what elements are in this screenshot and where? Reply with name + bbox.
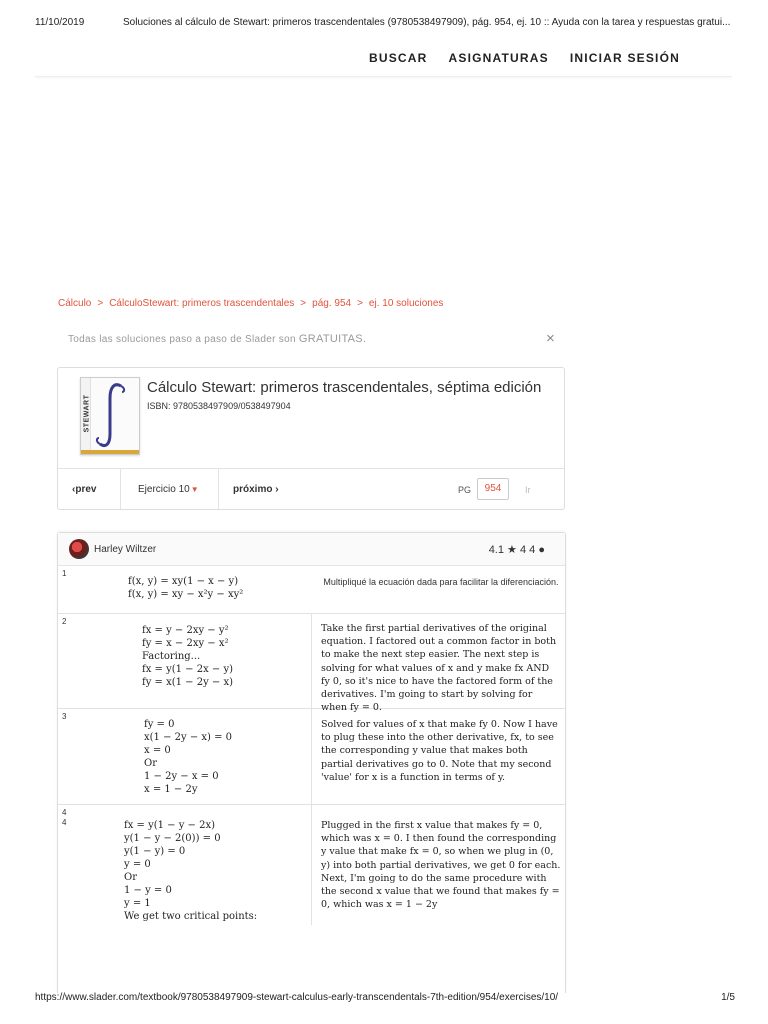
breadcrumb-book[interactable]: CálculoStewart: primeros trascendentales bbox=[109, 298, 295, 309]
free-solutions-banner bbox=[68, 330, 555, 347]
math-line: x = 0 bbox=[144, 745, 171, 756]
math-line: 1 − y = 0 bbox=[124, 885, 172, 896]
prev-button[interactable]: ‹prev bbox=[72, 484, 97, 495]
author-name[interactable]: Harley Wiltzer bbox=[94, 544, 157, 555]
cover-spine-text: STEWART bbox=[83, 394, 91, 433]
step-explanation: Multipliqué la ecuación dada para facilitar la diferenciación. bbox=[323, 577, 559, 587]
nav-search[interactable]: BUSCAR bbox=[368, 51, 428, 65]
nav-login[interactable]: INICIAR SESIÓN bbox=[569, 51, 680, 65]
step-math bbox=[142, 624, 233, 689]
star-icon[interactable]: ★ bbox=[507, 544, 517, 556]
print-footer bbox=[35, 992, 735, 1003]
promo-text: Todas las soluciones paso a paso de Slader son bbox=[68, 334, 296, 345]
book-card bbox=[57, 367, 565, 510]
print-header bbox=[35, 17, 738, 28]
solution-panel bbox=[57, 532, 566, 993]
breadcrumb bbox=[58, 298, 443, 309]
math-line: fx = y(1 − 2x − y) bbox=[142, 664, 234, 675]
step-explanation: Take the first partial derivatives of the original equation. I factored out a common factor in both to make the next step easier. The next step is solving for what values of x and y make fx AND fy 0, so it's nice to have the factored form of the derivatives. I'm going to start by solving for when fy = 0. bbox=[321, 623, 557, 714]
rating-value: 4.1 bbox=[488, 544, 504, 556]
integral-icon bbox=[81, 378, 139, 454]
math-line: y(1 − y) = 0 bbox=[124, 846, 186, 857]
math-line: y(1 − y − 2(0)) = 0 bbox=[124, 833, 221, 844]
page-label: PG bbox=[458, 485, 472, 495]
nav-divider bbox=[218, 469, 219, 509]
step-number: 1 bbox=[62, 569, 67, 578]
column-divider bbox=[311, 709, 312, 804]
print-url: https://www.slader.com/textbook/9780538497909-stewart-calculus-early-transcendentals-7th-edition/954/exercises/10/ bbox=[35, 992, 559, 1003]
math-line: Or bbox=[124, 872, 137, 883]
breadcrumb-separator: > bbox=[300, 298, 307, 309]
step-math bbox=[128, 575, 243, 601]
step-number-line: 4 bbox=[62, 818, 67, 827]
promo-highlight: GRATUITAS. bbox=[298, 333, 367, 345]
page-input[interactable]: 954 bbox=[477, 478, 509, 500]
print-title: Soluciones al cálculo de Stewart: primeros trascendentales (9780538497909), pág. 954, ej. 10 :: Ayuda con la tarea y respuestas gratui... bbox=[123, 17, 731, 28]
column-divider bbox=[311, 805, 312, 925]
close-icon[interactable]: × bbox=[545, 330, 555, 347]
exercise-label: Ejercicio 10 bbox=[138, 484, 190, 495]
column-divider bbox=[311, 614, 312, 708]
nav-divider bbox=[120, 469, 121, 509]
math-line: f(x, y) = xy − x²y − xy² bbox=[128, 589, 244, 600]
math-line: fy = x(1 − 2y − x) bbox=[142, 677, 234, 688]
math-line: fx = y(1 − y − 2x) bbox=[124, 820, 216, 831]
math-line: Factoring... bbox=[142, 651, 201, 662]
math-line: fx = y − 2xy − y² bbox=[142, 625, 229, 636]
breadcrumb-separator: > bbox=[357, 298, 363, 309]
solution-header bbox=[58, 533, 565, 566]
math-line: x = 1 − 2y bbox=[144, 784, 198, 795]
book-title: Cálculo Stewart: primeros trascendentales, séptima edición bbox=[147, 379, 542, 396]
step-number bbox=[62, 808, 66, 828]
book-isbn: ISBN: 9780538497909/0538497904 bbox=[147, 401, 291, 411]
exercise-dropdown[interactable] bbox=[138, 484, 199, 495]
step-explanation: Solved for values of x that make fy 0. Now I have to plug these into the other derivative, fx, to see the corresponding y value that makes both partial derivatives go to 0. Note that my second 'value' for x is a function in terms of y. bbox=[321, 719, 558, 783]
comment-icon[interactable]: ● bbox=[538, 544, 545, 556]
print-page-number: 1/5 bbox=[721, 992, 735, 1003]
caret-down-icon: ▼ bbox=[190, 485, 199, 494]
math-line: fy = 0 bbox=[144, 719, 175, 730]
book-cover[interactable] bbox=[80, 377, 140, 455]
math-line: f(x, y) = xy(1 − x − y) bbox=[128, 576, 239, 587]
solution-step bbox=[58, 709, 565, 805]
go-button[interactable]: Ir bbox=[525, 485, 531, 495]
breadcrumb-exercise[interactable]: ej. 10 soluciones bbox=[368, 298, 444, 309]
avatar[interactable] bbox=[69, 539, 89, 559]
breadcrumb-page[interactable]: pág. 954 bbox=[312, 298, 352, 309]
math-line: x(1 − 2y − x) = 0 bbox=[144, 732, 233, 743]
comment-count: 4 4 bbox=[519, 544, 536, 556]
solution-step bbox=[58, 805, 565, 925]
step-math bbox=[144, 718, 232, 796]
step-explanation: Plugged in the first x value that makes fy = 0, which was x = 0. I then found the corresponding y value that make fx = 0, so when we plug in (0, y) into both partial derivatives, we get 0 for each. Next, I'm going to do the same procedure with the second x value that we found that makes fy = 0, which was x = 1 − 2y bbox=[321, 820, 561, 911]
nav-subjects[interactable]: ASIGNATURAS bbox=[448, 51, 549, 65]
nav-divider bbox=[35, 76, 732, 77]
breadcrumb-separator: > bbox=[97, 298, 104, 309]
math-line: fy = x − 2xy − x² bbox=[142, 638, 229, 649]
book-nav bbox=[58, 469, 564, 509]
top-nav bbox=[369, 51, 680, 65]
solution-step bbox=[58, 614, 565, 714]
math-line: 1 − 2y − x = 0 bbox=[144, 771, 219, 782]
next-button[interactable]: próximo › bbox=[233, 484, 279, 495]
step-number: 2 bbox=[62, 617, 67, 626]
solution-step bbox=[58, 566, 565, 614]
math-line: y = 1 bbox=[124, 898, 151, 909]
print-date: 11/10/2019 bbox=[35, 17, 85, 28]
math-line: Or bbox=[144, 758, 157, 769]
math-line: y = 0 bbox=[124, 859, 151, 870]
step-number: 3 bbox=[62, 712, 67, 721]
step-math bbox=[124, 819, 257, 923]
step-number-line: 4 bbox=[62, 808, 67, 817]
math-line: We get two critical points: bbox=[124, 911, 258, 922]
rating bbox=[489, 543, 545, 556]
breadcrumb-calculus[interactable]: Cálculo bbox=[58, 298, 92, 309]
cover-band bbox=[81, 450, 139, 454]
